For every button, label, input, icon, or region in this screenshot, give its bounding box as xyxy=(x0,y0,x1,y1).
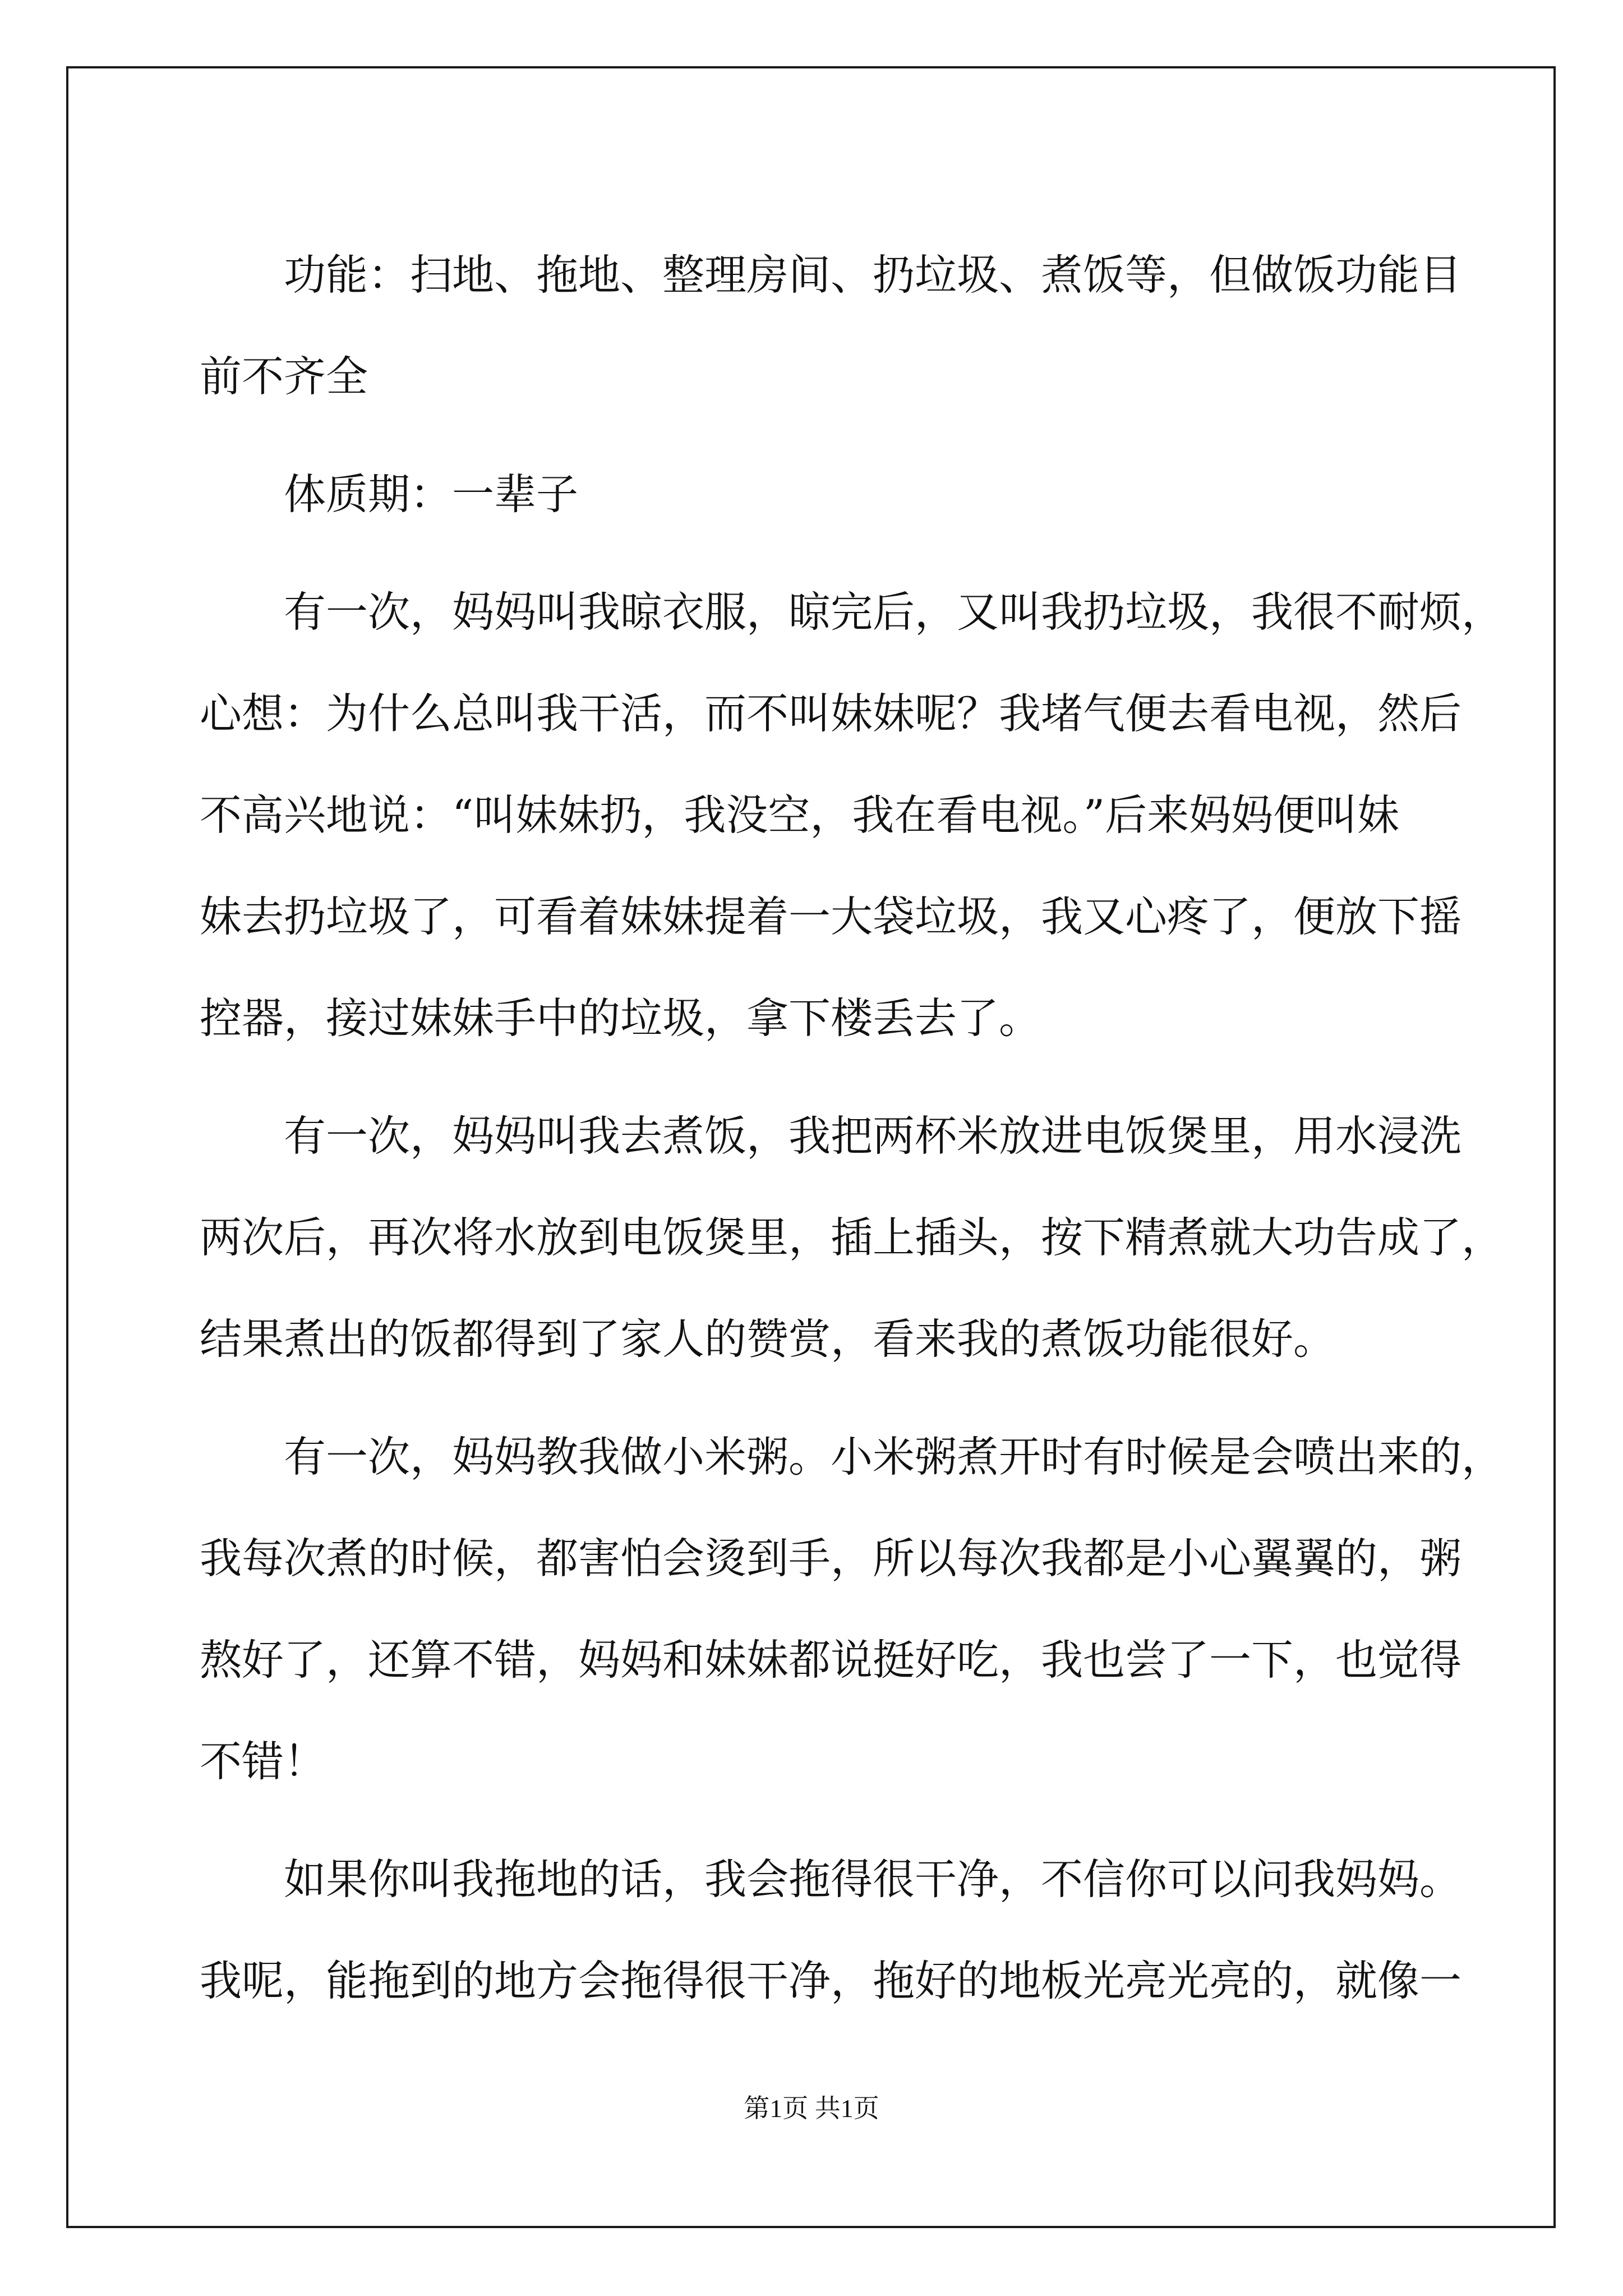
text-line: 有一次，妈妈叫我晾衣服，晾完后，又叫我扔垃圾，我很不耐烦， xyxy=(284,587,1504,637)
text-line: 前不齐全 xyxy=(200,352,368,401)
text-line: 两次后，再次将水放到电饭煲里，插上插头，按下精煮就大功告成了， xyxy=(200,1213,1504,1262)
text-line: 熬好了，还算不错，妈妈和妹妹都说挺好吃，我也尝了一下，也觉得 xyxy=(200,1635,1462,1685)
text-line: 控器，接过妹妹手中的垃圾，拿下楼丢去了。 xyxy=(200,993,1041,1043)
paragraph-story-rice xyxy=(200,1085,1504,1390)
text-line: 我每次煮的时候，都害怕会烫到手，所以每次我都是小心翼翼的，粥 xyxy=(200,1534,1462,1583)
text-line: 如果你叫我拖地的话，我会拖得很干净，不信你可以问我妈妈。 xyxy=(284,1855,1462,1904)
paragraph-warranty xyxy=(200,444,1433,545)
text-line: 不高兴地说：“叫妹妹扔，我没空，我在看电视。”后来妈妈便叫妹 xyxy=(200,790,1400,840)
text-line: 心想：为什么总叫我干活，而不叫妹妹呢？我堵气便去看电视，然后 xyxy=(200,689,1462,738)
paragraph-mopping xyxy=(200,1829,1462,2032)
paragraph-functions xyxy=(200,224,1462,427)
text-line: 体质期：一辈子 xyxy=(284,470,579,519)
text-line: 功能：扫地、拖地、整理房间、扔垃圾、煮饭等，但做饭功能目 xyxy=(284,250,1462,300)
page-number: 第1页 共1页 xyxy=(744,2094,879,2123)
text-line: 我呢，能拖到的地方会拖得很干净，拖好的地板光亮光亮的，就像一 xyxy=(200,1956,1462,2005)
paragraph-story-garbage xyxy=(200,562,1504,1069)
paragraph-story-porridge xyxy=(200,1406,1504,1812)
document-body xyxy=(200,224,1504,2048)
text-line: 妹去扔垃圾了，可看着妹妹提着一大袋垃圾，我又心疼了，便放下摇 xyxy=(200,892,1462,941)
text-line: 有一次，妈妈教我做小米粥。小米粥煮开时有时候是会喷出来的， xyxy=(284,1432,1504,1481)
text-line: 结果煮出的饭都得到了家人的赞赏，看来我的煮饭功能很好。 xyxy=(200,1314,1336,1364)
text-line: 不错！ xyxy=(200,1737,326,1786)
text-line: 有一次，妈妈叫我去煮饭，我把两杯米放进电饭煲里，用水浸洗 xyxy=(284,1111,1462,1161)
